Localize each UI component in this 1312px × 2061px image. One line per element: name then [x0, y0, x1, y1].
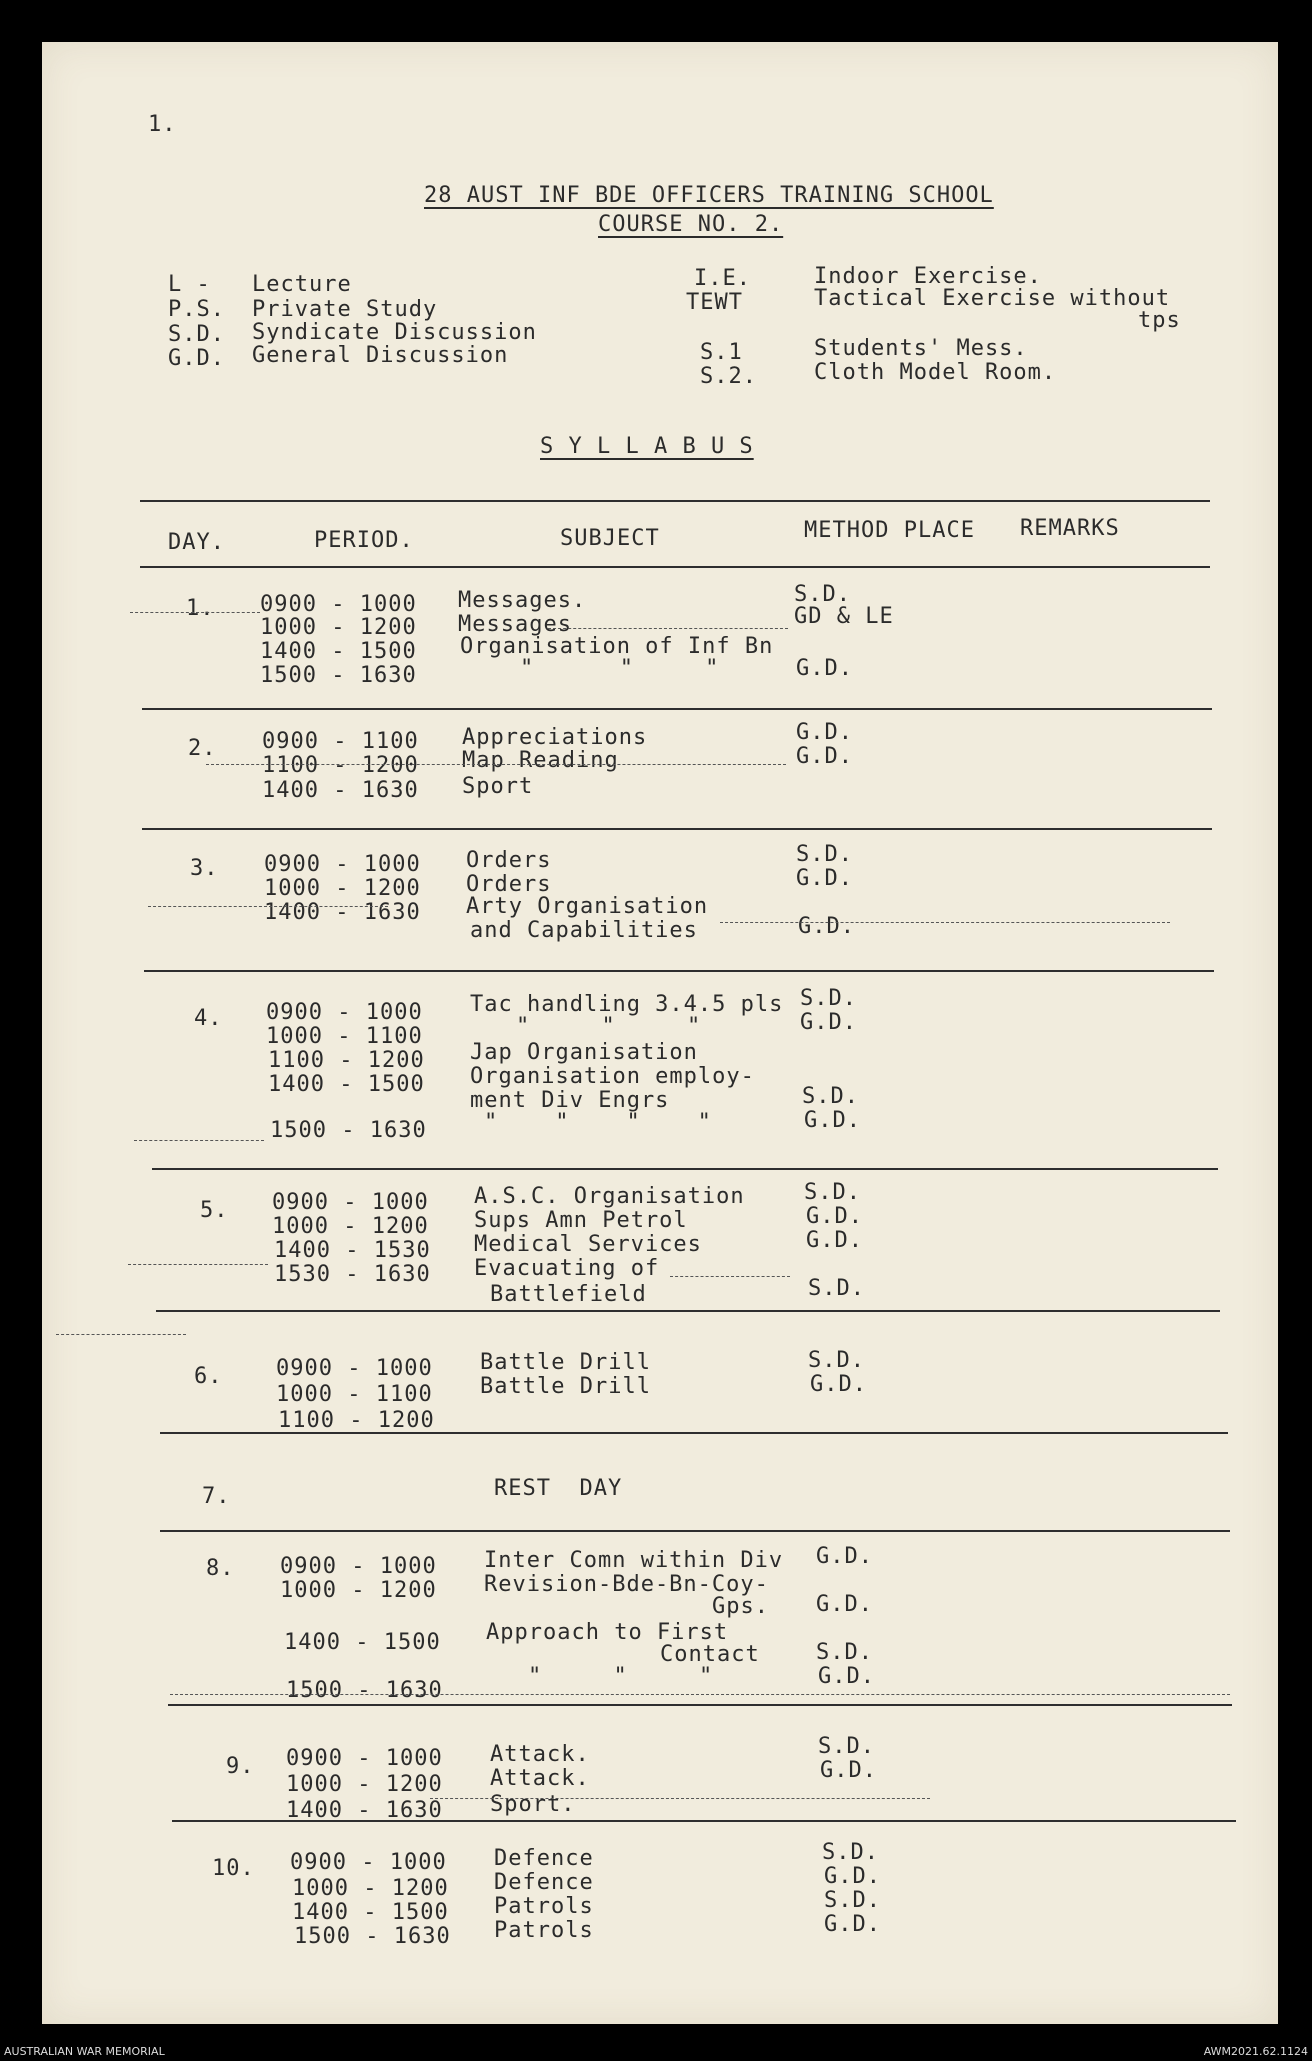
legend-meaning: Students' Mess.: [814, 336, 1028, 361]
subject: Contact: [660, 1642, 760, 1667]
subject: Defence: [494, 1870, 594, 1895]
method: S.D.: [808, 1276, 865, 1301]
method: G.D.: [820, 1758, 877, 1783]
period: 1400 - 1530: [274, 1238, 431, 1263]
dashed-strike: [720, 922, 1170, 923]
day-number: 10.: [212, 1856, 255, 1881]
subject: Medical Services: [474, 1232, 702, 1257]
subject: A.S.C. Organisation: [474, 1184, 745, 1209]
method: G.D.: [796, 744, 853, 769]
day-separator: [142, 708, 1212, 710]
method: G.D.: [796, 720, 853, 745]
subject: Organisation employ-: [470, 1064, 755, 1089]
day-separator: [152, 1168, 1218, 1170]
legend-code: S.1: [700, 340, 743, 365]
period: 1400 - 1630: [264, 900, 421, 925]
day-number: 1.: [186, 596, 215, 621]
day-separator: [156, 1310, 1220, 1312]
period: 0900 - 1000: [266, 1000, 423, 1025]
period: 1100 - 1200: [268, 1048, 425, 1073]
period: 1400 - 1500: [284, 1630, 441, 1655]
day-number: 2.: [188, 736, 217, 761]
period: 1400 - 1500: [260, 639, 417, 664]
legend-meaning: Cloth Model Room.: [814, 360, 1057, 385]
method: G.D.: [806, 1204, 863, 1229]
dashed-strike: [148, 906, 388, 907]
period: 1100 - 1200: [278, 1408, 435, 1433]
period: 1500 - 1630: [286, 1678, 443, 1703]
method: S.D.: [818, 1734, 875, 1759]
period: 0900 - 1000: [290, 1850, 447, 1875]
method: GD & LE: [794, 604, 894, 629]
column-header-period: PERIOD.: [314, 528, 414, 553]
day-number: 9.: [226, 1754, 255, 1779]
method: G.D.: [806, 1228, 863, 1253]
day-number: 7.: [202, 1484, 231, 1509]
method: G.D.: [796, 866, 853, 891]
day-number: 5.: [200, 1198, 229, 1223]
period: 1400 - 1500: [268, 1072, 425, 1097]
day-number: 6.: [194, 1364, 223, 1389]
method: S.D.: [796, 842, 853, 867]
subject: Defence: [494, 1846, 594, 1871]
period: 1000 - 1200: [286, 1772, 443, 1797]
subject: ment Div Engrs: [470, 1088, 670, 1113]
subject: " " " ": [484, 1110, 712, 1135]
subject: Patrols: [494, 1894, 594, 1919]
subject: Gps.: [712, 1594, 769, 1619]
legend-code: TEWT: [686, 290, 743, 315]
period: 0900 - 1100: [262, 729, 419, 754]
day-separator: [172, 1820, 1236, 1822]
period: 1400 - 1500: [292, 1900, 449, 1925]
subject: Patrols: [494, 1918, 594, 1943]
method: G.D.: [800, 1010, 857, 1035]
period: 0900 - 1000: [280, 1554, 437, 1579]
subject: Battlefield: [490, 1282, 647, 1307]
column-header-remarks: REMARKS: [1020, 516, 1120, 541]
dashed-strike: [170, 1694, 1230, 1695]
subject: " " ": [528, 1664, 714, 1689]
method: S.D.: [800, 986, 857, 1011]
subject: " " ": [520, 656, 720, 681]
subject: Organisation of Inf Bn: [460, 634, 774, 659]
legend-meaning: Syndicate Discussion: [252, 320, 537, 345]
subject: Attack.: [490, 1766, 590, 1791]
subject: Attack.: [490, 1742, 590, 1767]
period: 1000 - 1200: [264, 876, 421, 901]
period: 0900 - 1000: [286, 1746, 443, 1771]
legend-meaning: Tactical Exercise without: [814, 286, 1171, 311]
period: 1000 - 1200: [260, 615, 417, 640]
day-separator: [160, 1530, 1230, 1532]
legend-code: G.D.: [168, 346, 225, 371]
document-title: 28 AUST INF BDE OFFICERS TRAINING SCHOOL: [424, 183, 994, 208]
legend-code: L -: [168, 272, 211, 297]
period: 0900 - 1000: [276, 1356, 433, 1381]
period: 1000 - 1200: [272, 1214, 429, 1239]
method: G.D.: [824, 1912, 881, 1937]
subject: " " ": [516, 1014, 702, 1039]
method: S.D.: [794, 582, 851, 607]
dashed-strike: [670, 1276, 790, 1277]
subject: Approach to First: [486, 1620, 729, 1645]
method: S.D.: [822, 1840, 879, 1865]
subject: Orders: [466, 872, 552, 897]
method: G.D.: [796, 656, 853, 681]
subject: and Capabilities: [470, 918, 698, 943]
dashed-strike: [548, 628, 788, 629]
legend-code: I.E.: [694, 266, 751, 291]
period: 1100 - 1200: [262, 753, 419, 778]
subject: Arty Organisation: [466, 894, 709, 919]
method: G.D.: [804, 1108, 861, 1133]
subject: Map Reading: [462, 748, 619, 773]
dashed-strike: [134, 1140, 264, 1141]
period: 1000 - 1200: [292, 1876, 449, 1901]
column-header-day: DAY.: [168, 530, 225, 555]
subject: Messages: [458, 612, 572, 637]
method: G.D.: [824, 1864, 881, 1889]
legend-meaning: tps: [1138, 308, 1181, 333]
footer-source: AUSTRALIAN WAR MEMORIAL: [4, 2045, 165, 2058]
document-subtitle: COURSE NO. 2.: [598, 212, 784, 237]
dashed-strike: [206, 764, 786, 765]
day-separator: [160, 1432, 1228, 1434]
day-number: 8.: [206, 1556, 235, 1581]
period: 1500 - 1630: [294, 1924, 451, 1949]
method: S.D.: [816, 1640, 873, 1665]
day-separator: [142, 828, 1212, 830]
period: 1400 - 1630: [286, 1798, 443, 1823]
period: 1000 - 1100: [266, 1024, 423, 1049]
method: S.D.: [808, 1348, 865, 1373]
subject: Messages.: [458, 588, 587, 613]
subject: Sport: [462, 774, 534, 799]
dashed-strike: [430, 1798, 930, 1799]
dashed-strike: [130, 612, 260, 613]
method: G.D.: [818, 1664, 875, 1689]
subject: Evacuating of: [474, 1256, 660, 1281]
syllabus-heading: S Y L L A B U S: [540, 434, 754, 459]
header-rule-bottom: [140, 566, 1210, 568]
dashed-strike: [56, 1334, 186, 1335]
method: G.D.: [810, 1372, 867, 1397]
period: 1500 - 1630: [260, 663, 417, 688]
page-mark: 1.: [148, 112, 177, 137]
subject: Tac handling 3.4.5 pls: [470, 992, 784, 1017]
day-number: 3.: [190, 856, 219, 881]
day-separator: [144, 970, 1214, 972]
legend-code: S.D.: [168, 322, 225, 347]
footer-accession-number: AWM2021.62.1124: [1203, 2045, 1308, 2058]
subject: Orders: [466, 848, 552, 873]
period: 0900 - 1000: [272, 1190, 429, 1215]
subject: Appreciations: [462, 725, 648, 750]
period: 1000 - 1100: [276, 1382, 433, 1407]
subject: Jap Organisation: [470, 1040, 698, 1065]
legend-meaning: Private Study: [252, 297, 438, 322]
legend-code: P.S.: [168, 297, 225, 322]
method: G.D.: [816, 1544, 873, 1569]
period: 1000 - 1200: [280, 1578, 437, 1603]
method: G.D.: [798, 914, 855, 939]
subject: Sups Amn Petrol: [474, 1208, 688, 1233]
column-header-subject: SUBJECT: [560, 526, 660, 551]
period: 1500 - 1630: [270, 1118, 427, 1143]
subject: Revision-Bde-Bn-Coy-: [484, 1572, 769, 1597]
method: S.D.: [824, 1888, 881, 1913]
method: G.D.: [816, 1592, 873, 1617]
period: 1530 - 1630: [274, 1262, 431, 1287]
day-separator: [168, 1704, 1232, 1706]
legend-meaning: Lecture: [252, 272, 352, 297]
subject: REST DAY: [494, 1476, 623, 1501]
period: 1400 - 1630: [262, 778, 419, 803]
legend-meaning: Indoor Exercise.: [814, 264, 1042, 289]
dashed-strike: [128, 1264, 268, 1265]
legend-code: S.2.: [700, 364, 757, 389]
subject: Inter Comn within Div: [484, 1548, 784, 1573]
period: 0900 - 1000: [264, 852, 421, 877]
method: S.D.: [804, 1180, 861, 1205]
header-rule-top: [140, 500, 1210, 502]
period: 0900 - 1000: [260, 592, 417, 617]
method: S.D.: [802, 1084, 859, 1109]
column-header-method-place: METHOD PLACE: [804, 518, 975, 543]
subject: Sport.: [490, 1792, 576, 1817]
day-number: 4.: [194, 1006, 223, 1031]
subject: Battle Drill: [480, 1350, 651, 1375]
subject: Battle Drill: [480, 1374, 651, 1399]
legend-meaning: General Discussion: [252, 343, 509, 368]
